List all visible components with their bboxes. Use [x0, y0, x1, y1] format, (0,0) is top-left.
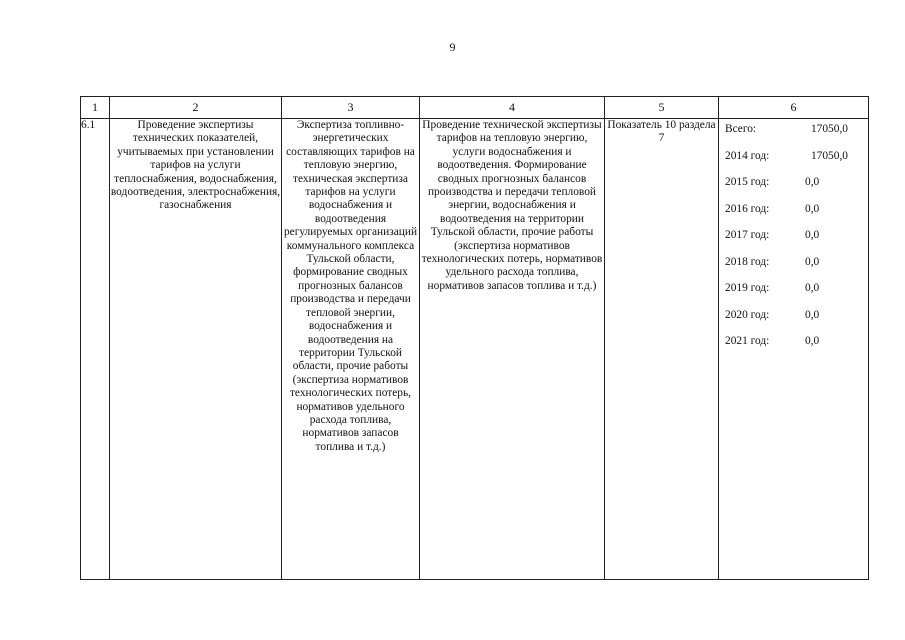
funding-list	[719, 119, 868, 362]
header-col-4: 4	[420, 97, 605, 119]
funding-label: 2019 год:	[725, 282, 770, 294]
funding-cell	[719, 119, 869, 580]
funding-row	[725, 309, 862, 336]
funding-label: 2016 год:	[725, 202, 770, 215]
funding-value: 17050,0	[810, 149, 848, 162]
funding-value: 0,0	[805, 255, 820, 268]
funding-row	[725, 203, 862, 230]
funding-value: 0,0	[805, 229, 820, 241]
header-col-5: 5	[605, 97, 719, 119]
funding-value: 0,0	[805, 308, 820, 321]
table-row	[81, 119, 869, 580]
funding-label: 2015 год:	[725, 176, 770, 188]
funding-value: 0,0	[805, 202, 820, 215]
funding-row	[725, 335, 862, 362]
funding-value: 0,0	[805, 335, 820, 347]
header-col-6: 6	[719, 97, 869, 119]
funding-label: 2017 год:	[725, 229, 770, 241]
indicator-reference: Показатель 10 раздела 7	[605, 119, 719, 580]
funding-row	[725, 256, 862, 283]
funding-row	[725, 150, 862, 177]
row-number: 6.1	[81, 119, 110, 580]
header-row	[81, 97, 869, 119]
activity-content: Экспертиза топливно-энергетических составляющих тарифов на тепловую энергию, техническая экспертиза тарифов на услуги водоснабжения и водоотведения регулируемых организаций коммунального комплекса Тульской области, формирование сводных прогнозных балансов производства и передачи тепловой энергии, водоснабжения и водоотведения на территории Тульской области, прочие работы (экспертиза нормативов технологических потерь, нормативов удельного расхода топлива, нормативов запасов топлива и т.д.)	[282, 119, 420, 580]
funding-label: 2018 год:	[725, 255, 770, 268]
activity-name: Проведение экспертизы технических показателей, учитываемых при установлении тарифов на услуги теплоснабжения, водоснабжения, водоотведения, электроснабжения, газоснабжения	[110, 119, 282, 580]
funding-row	[725, 282, 862, 309]
funding-label: 2020 год:	[725, 308, 770, 321]
header-col-2: 2	[110, 97, 282, 119]
header-col-3: 3	[282, 97, 420, 119]
funding-label: Всего:	[725, 123, 757, 135]
expected-result: Проведение технической экспертизы тарифов на тепловую энергию, услуги водоснабжения и водоотведения. Формирование сводных прогнозных балансов производства и передачи тепловой энергии, водоснабжения и водоотведения на территории Тульской области, прочие работы (экспертиза нормативов технологических потерь, нормативов удельного расхода топлива, нормативов запасов топлива и т.д.)	[420, 119, 605, 580]
funding-row	[725, 123, 862, 150]
funding-row	[725, 229, 862, 256]
header-col-1: 1	[81, 97, 110, 119]
funding-value: 0,0	[805, 176, 820, 188]
funding-value: 17050,0	[810, 123, 848, 135]
funding-row	[725, 176, 862, 203]
funding-label: 2021 год:	[725, 335, 770, 347]
funding-label: 2014 год:	[725, 149, 770, 162]
funding-value: 0,0	[805, 282, 820, 294]
page-number: 9	[449, 40, 456, 54]
program-table	[80, 96, 869, 580]
